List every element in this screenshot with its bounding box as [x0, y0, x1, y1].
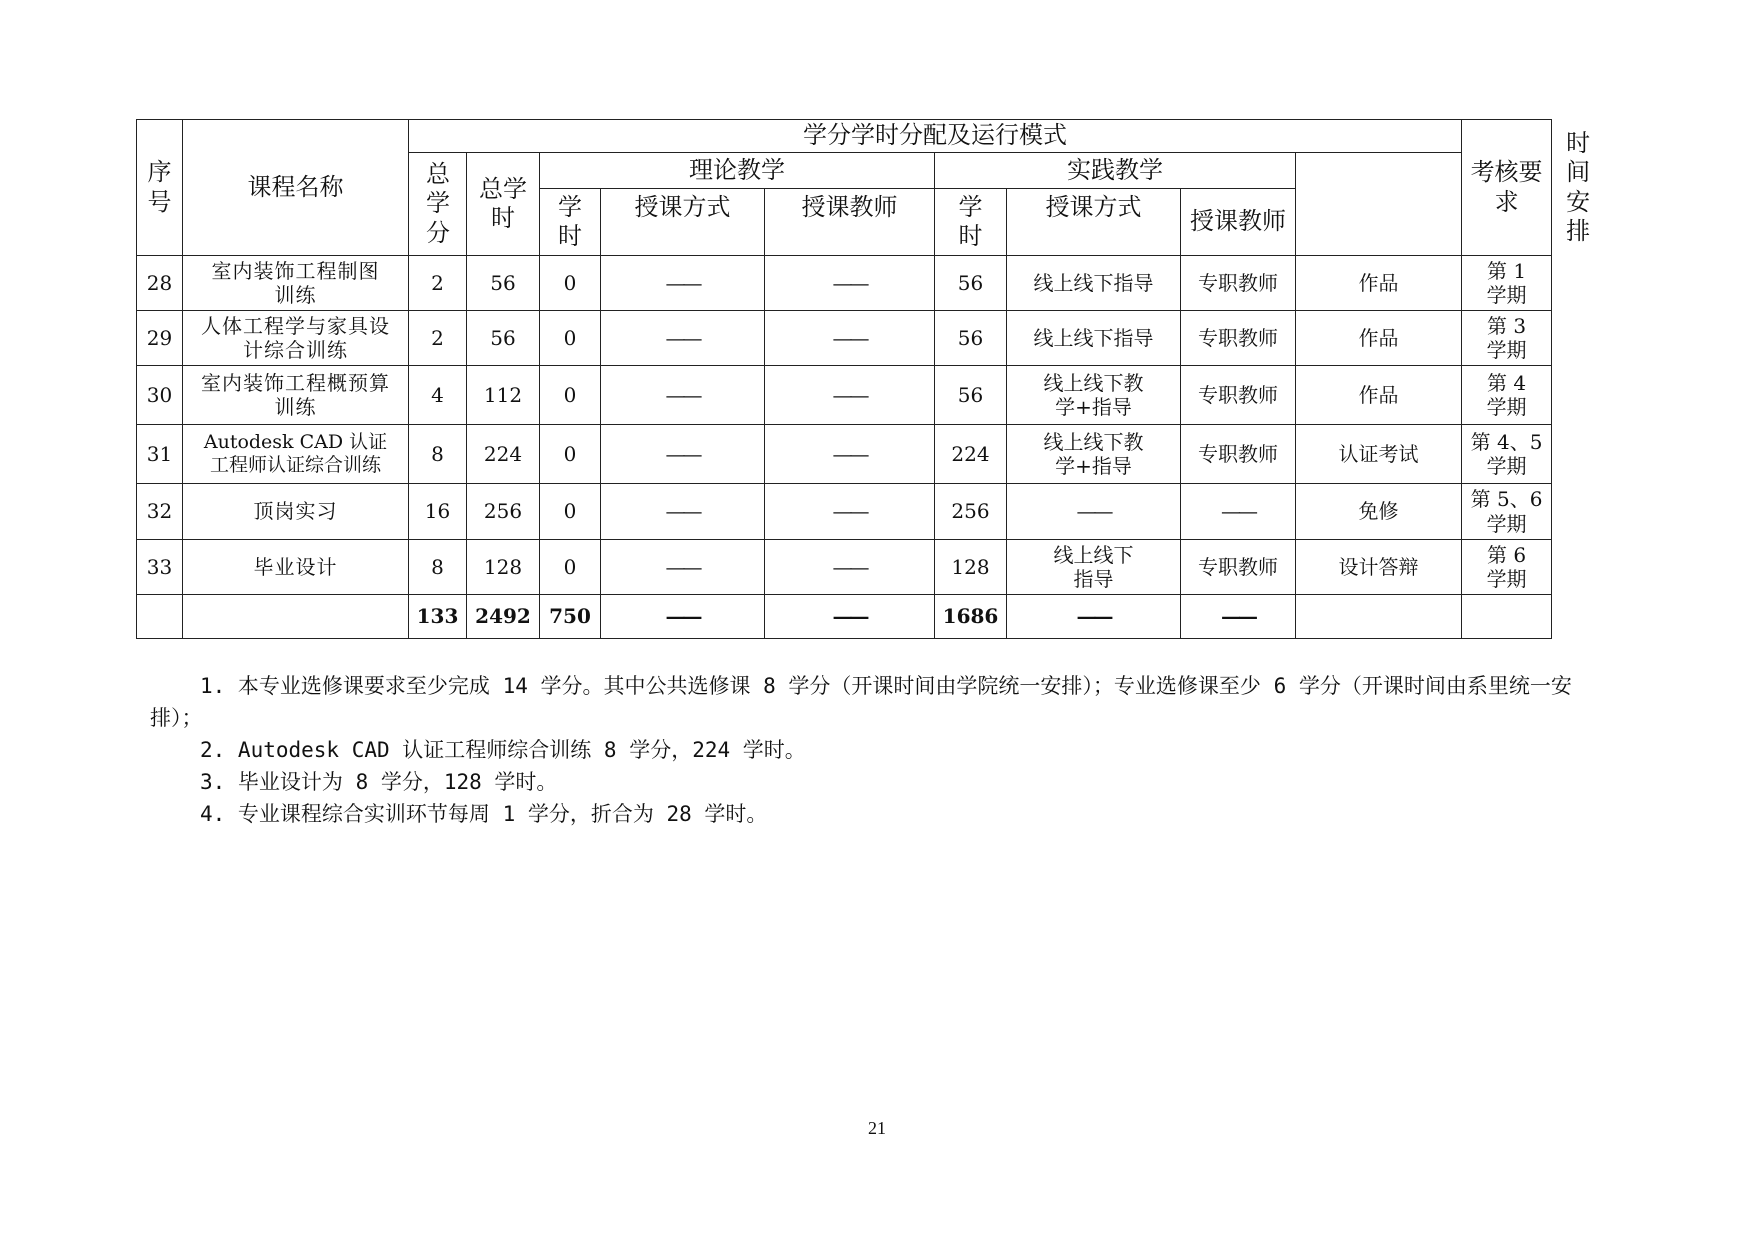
row-credits: 4: [409, 366, 467, 425]
total-seq-empty: [137, 595, 183, 639]
row-practice-hours: 128: [935, 540, 1007, 595]
row-course-name: 人体工程学与家具设计综合训练: [183, 311, 409, 366]
row-hours: 56: [467, 311, 540, 366]
row-theory-teacher: ——: [765, 256, 935, 311]
total-practice-hours: 1686: [935, 595, 1007, 639]
note-item: 4. 专业课程综合实训环节每周 1 学分，折合为 28 学时。: [200, 802, 768, 826]
total-theory-hours: 750: [540, 595, 601, 639]
header-practice-teacher: 授课教师: [1181, 189, 1296, 256]
row-practice-teacher: ——: [1181, 484, 1296, 540]
table-row: [137, 540, 1552, 595]
row-seq: 28: [137, 256, 183, 311]
total-name-empty: [183, 595, 409, 639]
row-assessment: 作品: [1296, 256, 1462, 311]
row-practice-method: 线上线下指导: [1007, 256, 1181, 311]
row-theory-method: ——: [601, 425, 765, 484]
total-theory-teacher: ——: [765, 595, 935, 639]
row-hours: 128: [467, 540, 540, 595]
row-hours: 224: [467, 425, 540, 484]
row-credits: 2: [409, 311, 467, 366]
row-course-name: 顶岗实习: [183, 484, 409, 540]
row-theory-method: ——: [601, 311, 765, 366]
notes-section: [150, 670, 1620, 830]
row-practice-hours: 56: [935, 366, 1007, 425]
total-theory-method: ——: [601, 595, 765, 639]
table-row: [137, 311, 1552, 366]
header-assessment: 考核要求: [1462, 120, 1552, 256]
row-assessment: 免修: [1296, 484, 1462, 540]
note-item: 2. Autodesk CAD 认证工程师综合训练 8 学分，224 学时。: [200, 738, 806, 762]
row-practice-teacher: 专职教师: [1181, 425, 1296, 484]
total-schedule-empty: [1462, 595, 1552, 639]
header-total-credits: 总学分: [409, 153, 467, 256]
total-practice-method: ——: [1007, 595, 1181, 639]
row-practice-teacher: 专职教师: [1181, 366, 1296, 425]
row-course-name: 毕业设计: [183, 540, 409, 595]
row-practice-method: 线上线下指导: [1007, 311, 1181, 366]
row-theory-method: ——: [601, 256, 765, 311]
row-practice-hours: 224: [935, 425, 1007, 484]
row-theory-hours: 0: [540, 540, 601, 595]
total-credits: 133: [409, 595, 467, 639]
row-theory-hours: 0: [540, 425, 601, 484]
row-credits: 16: [409, 484, 467, 540]
row-theory-teacher: ——: [765, 484, 935, 540]
row-practice-method: 线上线下教学+指导: [1007, 425, 1181, 484]
row-theory-hours: 0: [540, 256, 601, 311]
header-practice-hours: 学时: [935, 189, 1007, 256]
row-theory-method: ——: [601, 366, 765, 425]
total-practice-teacher: ——: [1181, 595, 1296, 639]
header-course-name: 课程名称: [183, 120, 409, 256]
row-practice-method: 线上线下教学+指导: [1007, 366, 1181, 425]
row-assessment: 作品: [1296, 311, 1462, 366]
header-theory-method: 授课方式: [601, 189, 765, 256]
table-row: [137, 484, 1552, 540]
row-practice-method: 线上线下指导: [1007, 540, 1181, 595]
total-hours: 2492: [467, 595, 540, 639]
header-practice: 实践教学: [935, 153, 1296, 189]
row-assessment: 认证考试: [1296, 425, 1462, 484]
row-schedule: 第 4、5 学期: [1462, 425, 1552, 484]
row-credits: 8: [409, 540, 467, 595]
row-theory-method: ——: [601, 540, 765, 595]
row-practice-hours: 56: [935, 256, 1007, 311]
row-credits: 8: [409, 425, 467, 484]
row-assessment: 作品: [1296, 366, 1462, 425]
row-seq: 29: [137, 311, 183, 366]
table-row: [137, 366, 1552, 425]
row-practice-hours: 56: [935, 311, 1007, 366]
header-total-hours: 总学时: [467, 153, 540, 256]
row-credits: 2: [409, 256, 467, 311]
table-row: [137, 425, 1552, 484]
row-practice-hours: 256: [935, 484, 1007, 540]
header-theory-teacher: 授课教师: [765, 189, 935, 256]
row-schedule: 第 4 学期: [1462, 366, 1552, 425]
row-theory-teacher: ——: [765, 366, 935, 425]
row-hours: 256: [467, 484, 540, 540]
note-item: 3. 毕业设计为 8 学分，128 学时。: [200, 770, 558, 794]
row-theory-teacher: ——: [765, 425, 935, 484]
row-hours: 56: [467, 256, 540, 311]
note-item: 1. 本专业选修课要求至少完成 14 学分。其中公共选修课 8 学分（开课时间由学院统一安排）；专业选修课至少 6 学分（开课时间由系里统一安排）；: [150, 674, 1572, 730]
header-theory-hours: 学时: [540, 189, 601, 256]
header-theory: 理论教学: [540, 153, 935, 189]
row-hours: 112: [467, 366, 540, 425]
course-plan-table: 序号 课程名称 学分学时分配及运行模式 考核要求 时间安排 总学分 总学时 理论教学 实践教学 学时 授课方式 授课教师 学时 授课方式 授课教师 28 室内装饰工程制图训练 2 56 0 —— —— 56 线上线下指导 专职教师 作品 第 1 学期 29 人体工程学与家具设计综合训练 2 56 0 —— —— 56 线上线下指导 专职教师 作品 第 3 学期 30 室内装饰工程概预算训练 4 112 0 —— —— 56 线上线下教学+指导 专职教师 作品 第 4 学期 31 Autodesk CAD 认证工程师认证综合训练 8 224 0 —— —— 224 线上线下教学+指导 专职教师 认证考试 第 4、5 学期 32 顶岗实习 16 256 0 —— —— 256 —— —— 免修 第 5、6 学期 33 毕业设计 8 128 0 —— —— 128 线上线下指导 专职教师 设计答辩 第 6 学期 133 2492 750 —— —— 1686 —— ——: [136, 119, 1552, 639]
row-practice-teacher: 专职教师: [1181, 256, 1296, 311]
row-practice-method: ——: [1007, 484, 1181, 540]
row-course-name: 室内装饰工程制图训练: [183, 256, 409, 311]
row-schedule: 第 5、6 学期: [1462, 484, 1552, 540]
row-schedule: 第 6 学期: [1462, 540, 1552, 595]
row-seq: 31: [137, 425, 183, 484]
row-theory-teacher: ——: [765, 311, 935, 366]
row-schedule: 第 1 学期: [1462, 256, 1552, 311]
row-schedule: 第 3 学期: [1462, 311, 1552, 366]
row-practice-teacher: 专职教师: [1181, 540, 1296, 595]
total-assessment-empty: [1296, 595, 1462, 639]
row-theory-hours: 0: [540, 366, 601, 425]
row-assessment: 设计答辩: [1296, 540, 1462, 595]
row-theory-hours: 0: [540, 484, 601, 540]
row-practice-teacher: 专职教师: [1181, 311, 1296, 366]
row-seq: 30: [137, 366, 183, 425]
page-number: 21: [868, 1118, 886, 1138]
header-practice-method: 授课方式: [1007, 189, 1181, 256]
row-course-name: Autodesk CAD 认证工程师认证综合训练: [183, 425, 409, 484]
row-theory-teacher: ——: [765, 540, 935, 595]
row-course-name: 室内装饰工程概预算训练: [183, 366, 409, 425]
table-row: [137, 256, 1552, 311]
total-row: [137, 595, 1552, 639]
row-theory-method: ——: [601, 484, 765, 540]
row-seq: 32: [137, 484, 183, 540]
header-seq: 序号: [137, 120, 183, 256]
header-allocation-group: 学分学时分配及运行模式: [409, 120, 1462, 153]
row-theory-hours: 0: [540, 311, 601, 366]
row-seq: 33: [137, 540, 183, 595]
